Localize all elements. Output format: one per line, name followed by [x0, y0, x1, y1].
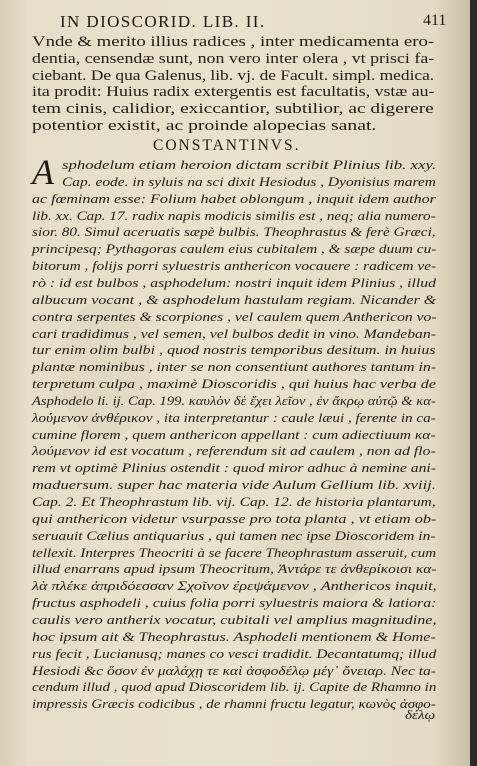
- commentary-line: λούμενον id est vocatum , referendum sit ad caulem , non ad flo-: [32, 444, 436, 459]
- drop-cap: A: [32, 152, 54, 192]
- commentary-line: contra serpentes & scorpiones , vel caulem quem Anthericon vo-: [32, 309, 437, 324]
- intro-line: Vnde & merito illius radices , inter medicamenta ero-: [32, 34, 435, 50]
- commentary-line: Asphodelo li. ij. Cap. 199. καυλὸν δὲ ἔχει λεῖον , ἐν ἄκρῳ αὐτῷ & κα-: [32, 393, 436, 408]
- commentary-line: lib. xx. Cap. 17. radix napis modicis similis est , neq; alia numero-: [32, 208, 436, 223]
- commentary-line: maduersum. super hac materia vide Aulum Gellium lib. xviij.: [32, 478, 436, 493]
- intro-line: ciebant. De qua Galenus, lib. vj. de Facult. simpl. medica.: [32, 67, 435, 84]
- commentary-line: qui anthericon videtur vsurpasse pro tota planta , vt etiam ob-: [32, 511, 437, 526]
- commentary-line: tellexit. Interpres Theocriti à se facere Theophrastum asseruit, cum: [32, 545, 437, 560]
- commentary-line: Cap. eode. in syluis na sci dixit Hesiodus , Dyonisius marem: [62, 174, 436, 189]
- commentary-line: λὰ πλέκε ἀπριδόεσσαν Σχοῖνον ἐρεψάμενον , Anthericos inquit,: [32, 579, 437, 594]
- commentary-line: seruauit Cælius antiquarius , qui tamen nec ipse Dioscoridem in-: [32, 528, 436, 543]
- book-edge-shadow: [470, 0, 477, 766]
- commentary-line: plantæ nominibus , inter se non consentiunt authores tantum in-: [32, 360, 437, 375]
- commentary-line: λούμενον ἀνθέρικον , ita interpretantur : caule læui , ferente in ca-: [32, 410, 436, 425]
- commentary-line: terpretum culpa , maximè Dioscoridis , qui huius hac verba de: [32, 377, 437, 392]
- intro-line: ita prodit: Huius radix extergentis est facultatis, vstæ au-: [32, 84, 435, 101]
- commentary-line: rò : id est bulbos , asphodelum: nostri inquit idem Plinius , illud: [32, 275, 436, 290]
- commentary-line: albucum vocant , & asphodelum hastulam regiam. Nicander &: [32, 292, 437, 307]
- commentary-line: cari tradidimus , vel semen, vel bulbos dedit in vino. Mandeban-: [32, 326, 436, 341]
- commentary-line: rem vt optimè Plinius ostendit : quod miror adhuc à nemine ani-: [32, 461, 437, 476]
- commentary-line: principesq; Pythagoras caulem eius cubitalem , & sæpe duum cu-: [32, 242, 437, 257]
- commentary-line: ac fœminam esse: Folium habet oblongum , inquit idem author: [32, 191, 436, 206]
- commentary-line: bitorum , folijs porri syluestris anthericon vocauere : radicem ve-: [32, 259, 437, 274]
- intro-line: tem cinis, calidior, exiccantior, subtilior, ac digerere: [32, 101, 434, 118]
- page-number: 411: [423, 12, 447, 29]
- commentary-line: δέλῳ: [405, 708, 436, 723]
- intro-line: dentia, censendæ sunt, non vero inter olera , vt prisci fa-: [32, 50, 435, 67]
- commentary-line: impressis Græcis codicibus , de rhamni fructu legatur, κωνὸς ἀσφο-: [32, 697, 436, 712]
- commentary-line: sior. 80. Simul aceruatis sæpè bulbis. Theophrastus & ferè Græci,: [32, 225, 436, 240]
- page-header: [0, 12, 470, 34]
- commentary-line: Cap. 2. Et Theophrastum lib. vij. Cap. 12. de historia plantarum,: [32, 495, 436, 509]
- commentary-line: cendum illud , quod apud Dioscoridem lib. ij. Capite de Rhamno in: [32, 680, 437, 695]
- commentary-line: rus fecit , Lucianusq; manes co vesci tradidit. Decantatumq; illud: [32, 646, 437, 661]
- commentary-line: cumine florem , quem anthericon appellant : cum adiectiuum κα-: [32, 427, 436, 442]
- commentary-line: illud enarrans apud ipsum Theocritum, Ἀντάρε τε ἀνθερίκοισι κα-: [32, 562, 437, 577]
- commentary-line: Hesiodi &c ὅσον ἐν μαλάχῃ τε καὶ ἀσφοδέλῳ μέγ᾽ ὄνειαρ. Nec ta-: [32, 663, 436, 678]
- running-head: IN DIOSCORID. LIB. II.: [60, 12, 266, 31]
- commentary-line: hoc ipsum ait & Theophrastus. Asphodeli mentionem & Home-: [32, 629, 436, 644]
- commentary-line: fructus asphodeli , cuius folia porri syluestris maiora & latiora:: [32, 596, 437, 611]
- commentary-line: tur enim olim bulbi , quod nostris temporibus desitum. in huius: [32, 343, 436, 358]
- intro-line: potentior existit, ac proinde alopecias sanat.: [32, 118, 377, 134]
- commentary-line: caulis vero antherix vocatur, cubitali vel amplius magnitudine,: [32, 612, 437, 627]
- commentary-line: sphodelum etiam heroion dictam scribit Plinius lib. xxy.: [62, 158, 437, 172]
- section-title: CONSTANTINVS.: [153, 137, 301, 154]
